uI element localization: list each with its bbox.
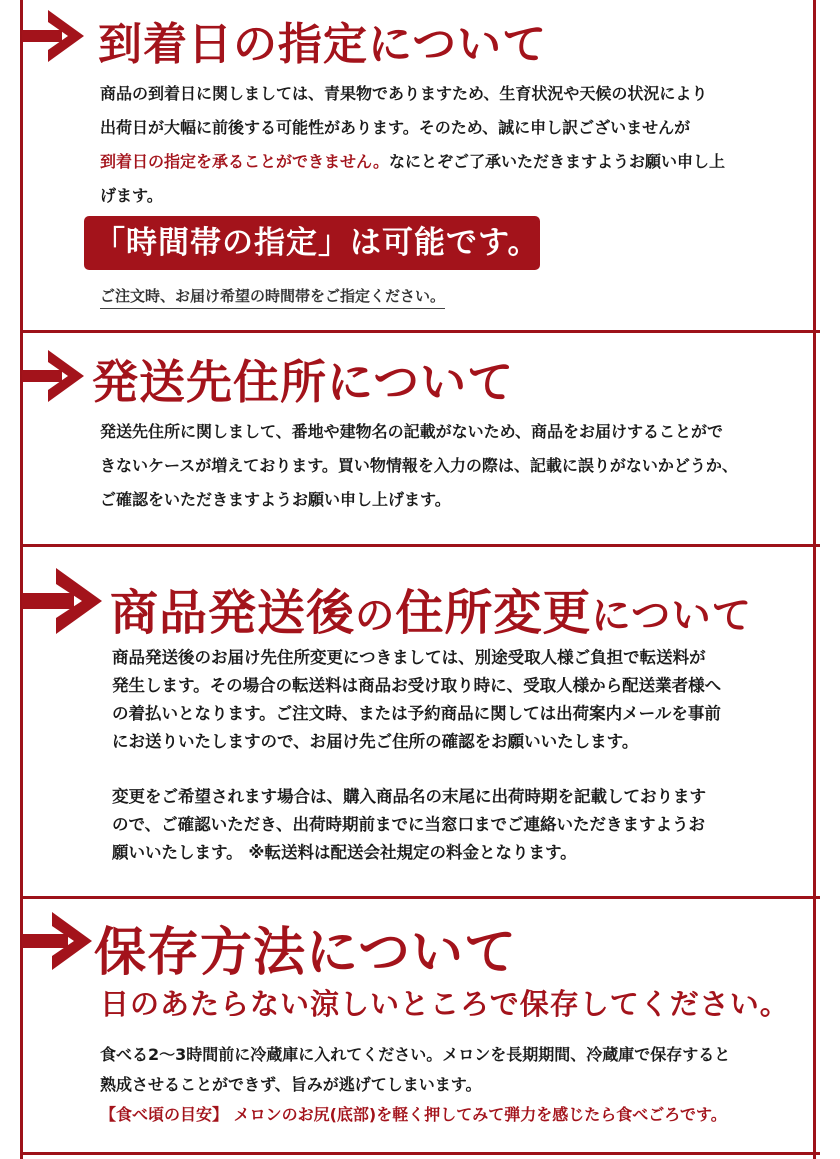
title-part: 住所変更 <box>395 585 592 641</box>
text-line: の着払いとなります。ご注文時、または予約商品に関しては出荷案内メールを事前 <box>112 704 721 723</box>
text-span: なにとぞご了承いただきますようお願い申し上 <box>388 152 725 171</box>
section-divider <box>20 1152 820 1155</box>
address-change-paragraph <box>112 644 721 756</box>
text-line: 発送先住所に関しまして、番地や建物名の記載がないため、商品をお届けすることがで <box>100 422 724 441</box>
section-divider <box>20 330 820 333</box>
section-title-arrival-date: 到着日の指定について <box>98 19 548 70</box>
section-title-storage: 保存方法について <box>94 923 517 983</box>
text-line: にお送りいたしますので、お届け先ご住所の確認をお願いいたします。 <box>112 732 639 751</box>
arrow-right-icon <box>22 912 92 970</box>
text-line: 熟成させることができず、旨みが逃げてしまいます。 <box>100 1075 482 1094</box>
time-slot-badge: 「時間帯の指定」は可能です。 <box>84 216 540 270</box>
address-change-paragraph-2 <box>112 783 706 867</box>
text-line: 出荷日が大幅に前後する可能性があります。そのため、誠に申し訳ございませんが <box>100 118 691 137</box>
shipping-address-paragraph <box>100 415 738 517</box>
arrow-right-icon <box>22 568 102 634</box>
storage-subtitle: 日のあたらない涼しいところで保存してください。 <box>100 987 790 1021</box>
text-line: きないケースが増えております。買い物情報を入力の際は、記載に誤りがないかどうか、 <box>100 456 738 475</box>
section-divider <box>20 896 820 899</box>
highlight-text: 到着日の指定を承ることができません。 <box>100 152 389 171</box>
section-title-address-change <box>110 574 752 643</box>
text-line: 食べる2～3時間前に冷蔵庫に入れてください。メロンを長期期間、冷蔵庫で保存すると <box>100 1045 731 1064</box>
text-line <box>100 145 725 179</box>
title-part: について <box>591 593 753 639</box>
arrow-right-icon <box>22 350 84 402</box>
storage-paragraph <box>100 1040 730 1130</box>
text-line: ので、ご確認いただき、出荷時期前までに当窓口までご連絡いただきますようお <box>112 815 706 834</box>
arrival-date-paragraph <box>100 77 725 213</box>
ripeness-guide: 【食べ頃の目安】 メロンのお尻(底部)を軽く押してみて弾力を感じたら食べごろです。 <box>100 1105 727 1124</box>
section-divider <box>20 544 820 547</box>
text-line: ご確認をいただきますようお願い申し上げます。 <box>100 490 451 509</box>
title-part: 商品発送後 <box>110 585 356 641</box>
text-line: 願いいたします。 ※転送料は配送会社規定の料金となります。 <box>112 843 577 862</box>
text-line: 発生します。その場合の転送料は商品お受け取り時に、受取人様から配送業者様へ <box>112 676 722 695</box>
text-line: 変更をご希望されます場合は、購入商品名の末尾に出荷時期を記載しております <box>112 787 706 806</box>
text-line: げます。 <box>100 186 163 205</box>
title-part: の <box>355 593 396 639</box>
arrow-right-icon <box>22 10 84 62</box>
text-line: 商品発送後のお届け先住所変更につきましては、別途受取人様ご負担で転送料が <box>112 648 706 667</box>
text-line: 商品の到着日に関しましては、青果物でありますため、生育状況や天候の状況により <box>100 84 708 103</box>
time-slot-note: ご注文時、お届け希望の時間帯をご指定ください。 <box>100 285 445 309</box>
section-title-shipping-address: 発送先住所について <box>92 355 515 409</box>
